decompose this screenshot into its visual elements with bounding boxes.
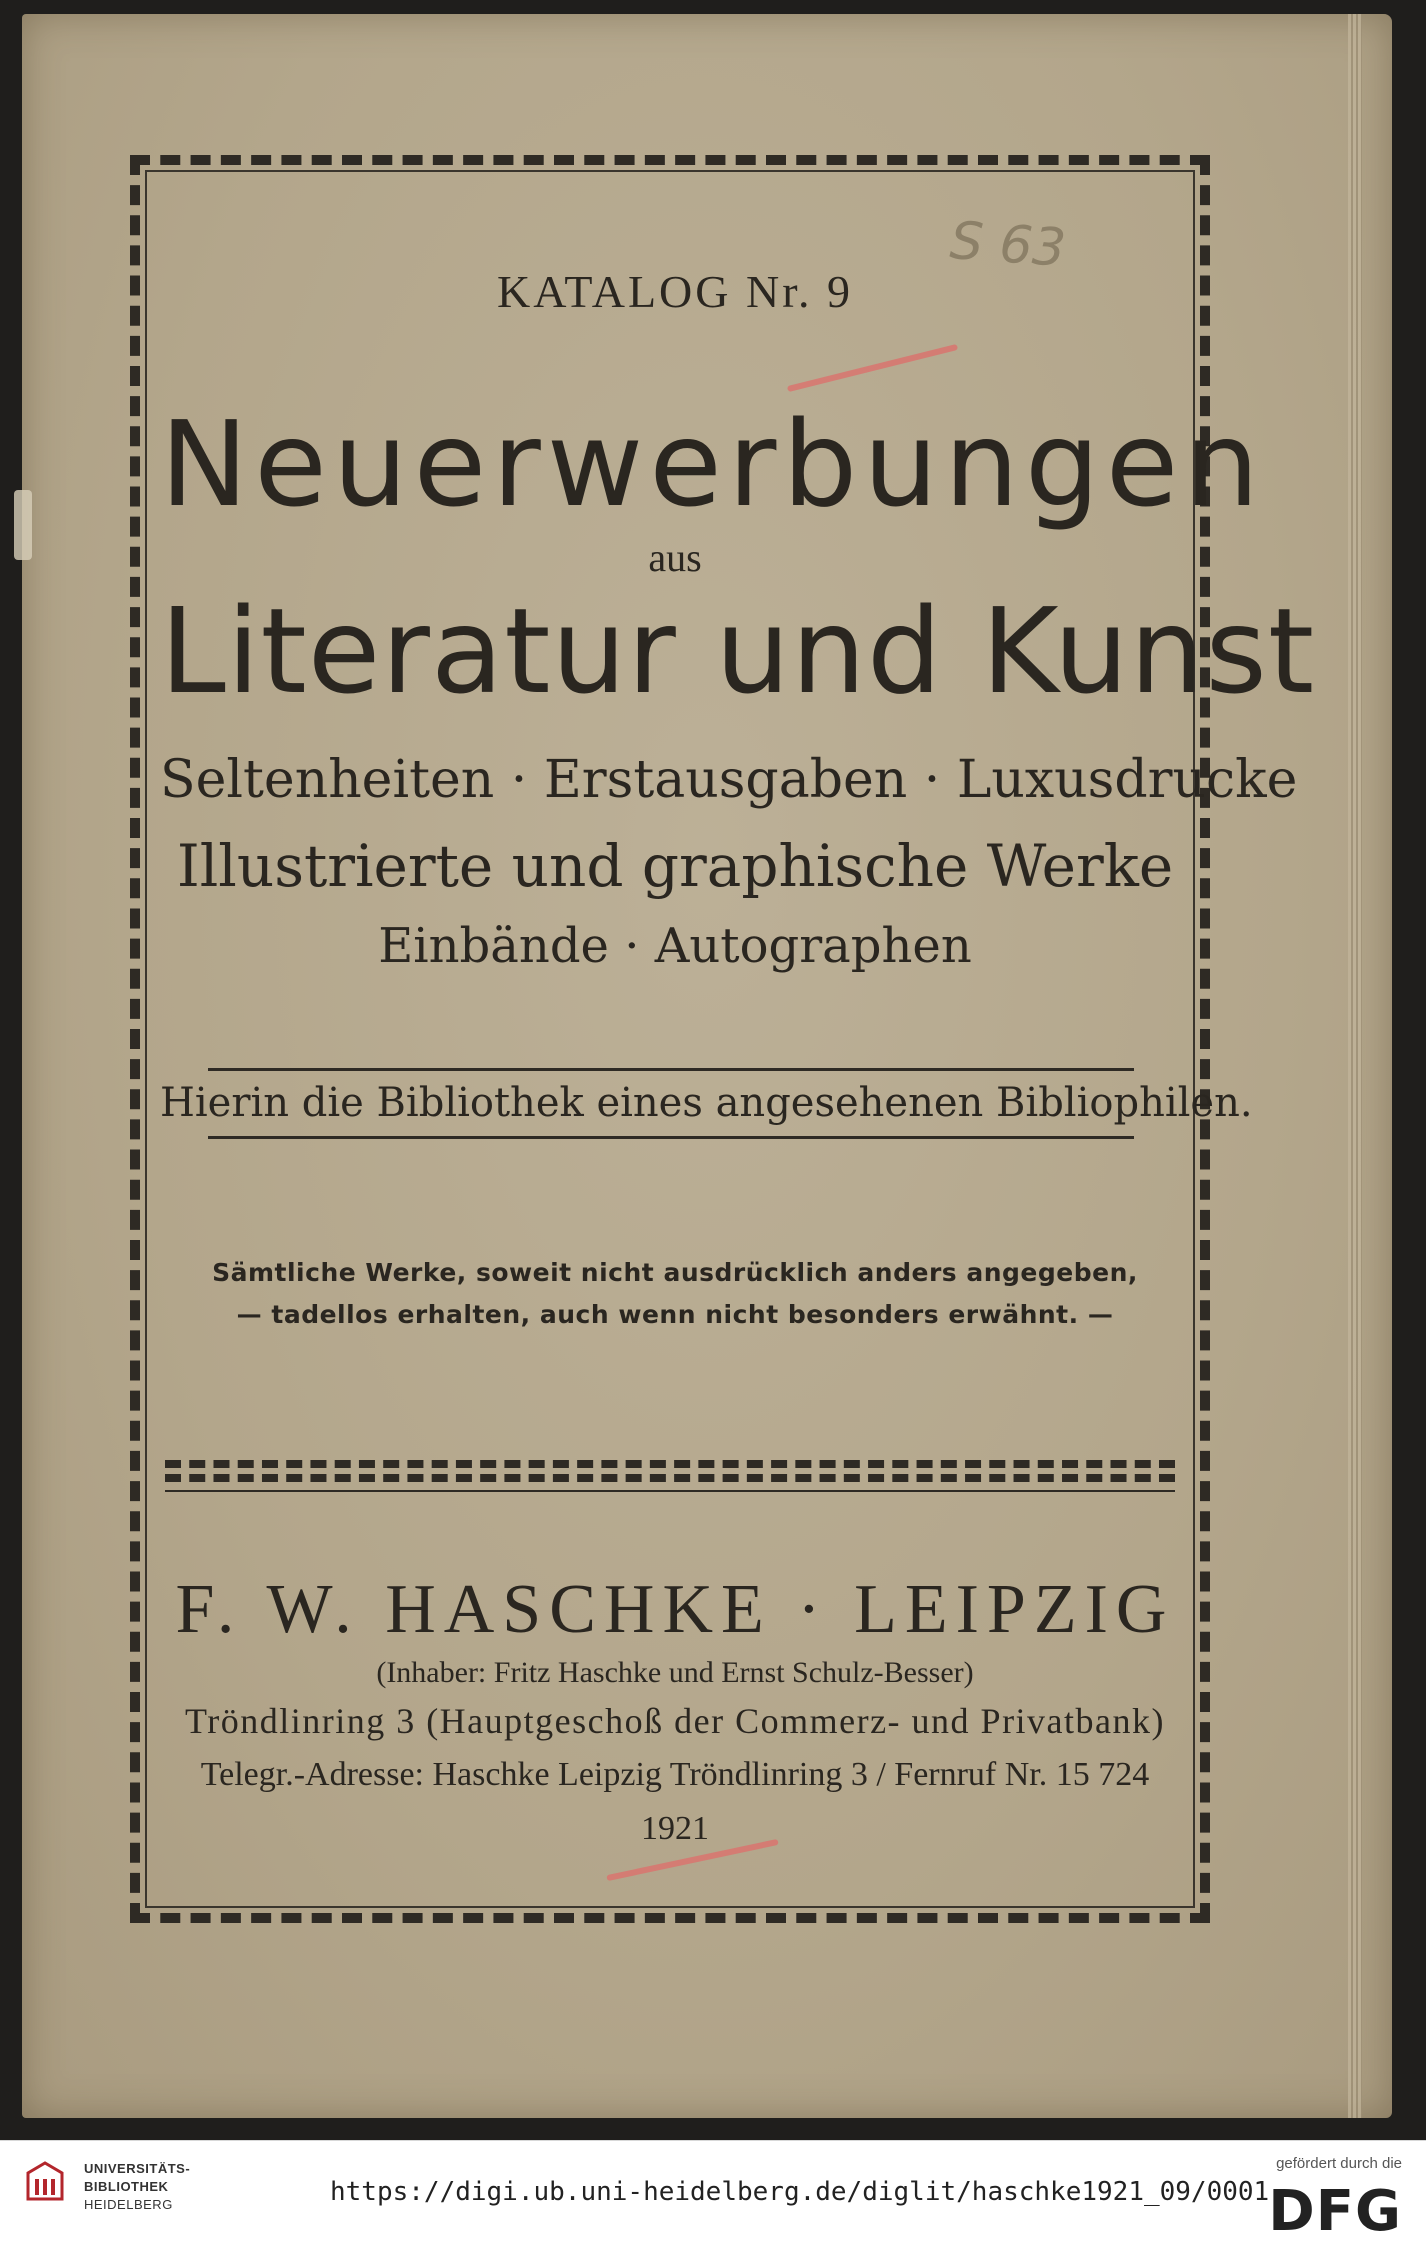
title-line-1: Neuerwerbungen — [160, 395, 1266, 533]
catalog-number: KATALOG Nr. 9 — [496, 266, 853, 317]
rule-top — [208, 1068, 1134, 1071]
decorative-band-line — [165, 1490, 1175, 1492]
title-line-2: Literatur und Kunst — [160, 582, 1316, 720]
telegraph-address: Telegr.-Adresse: Haschke Leipzig Tröndlinring 3 / Fernruf Nr. 15 724 — [200, 1756, 1150, 1793]
decorative-dashed-band — [165, 1460, 1175, 1482]
library-name-line-3: HEIDELBERG — [84, 2197, 173, 2212]
condition-note-line-2: — tadellos erhalten, auch wenn nicht besonders erwähnt. — — [236, 1300, 1114, 1329]
subtitle-line-2: Illustrierte und graphische Werke — [176, 832, 1174, 900]
subtitle-line-1: Seltenheiten · Erstausgaben · Luxusdrucke — [160, 750, 1298, 810]
publisher-address: Tröndlinring 3 (Hauptgeschoß der Commerz- und Privatbank) — [184, 1701, 1165, 1741]
pencil-shelfmark: S 63 — [948, 211, 1068, 279]
paper-tear — [14, 490, 32, 560]
condition-note-line-1: Sämtliche Werke, soweit nicht ausdrücklich anders angegeben, — [212, 1258, 1138, 1287]
library-name-line-2: BIBLIOTHEK — [84, 2179, 169, 2194]
publisher-name: F. W. HASCHKE · LEIPZIG — [175, 1571, 1175, 1648]
permalink-url[interactable]: https://digi.ub.uni-heidelberg.de/diglit/haschke1921_09/0001 — [330, 2177, 1270, 2207]
subtitle-line-3: Einbände · Autographen — [378, 918, 972, 974]
library-note: Hierin die Bibliothek eines angesehenen Bibliophilen. — [160, 1080, 1253, 1126]
title-connector: aus — [648, 535, 702, 580]
viewer-footer — [0, 2140, 1426, 2252]
university-library-logo-icon[interactable] — [22, 2159, 68, 2205]
publisher-owners: (Inhaber: Fritz Haschke und Ernst Schulz-Besser) — [376, 1656, 974, 1689]
publication-year: 1921 — [641, 1810, 709, 1847]
rule-bottom — [208, 1136, 1134, 1139]
library-name-line-1: UNIVERSITÄTS- — [84, 2161, 191, 2176]
page-edge — [1348, 14, 1362, 2118]
dfg-logo[interactable]: DFG — [1268, 2179, 1402, 2244]
funder-caption: gefördert durch die — [1276, 2155, 1402, 2172]
